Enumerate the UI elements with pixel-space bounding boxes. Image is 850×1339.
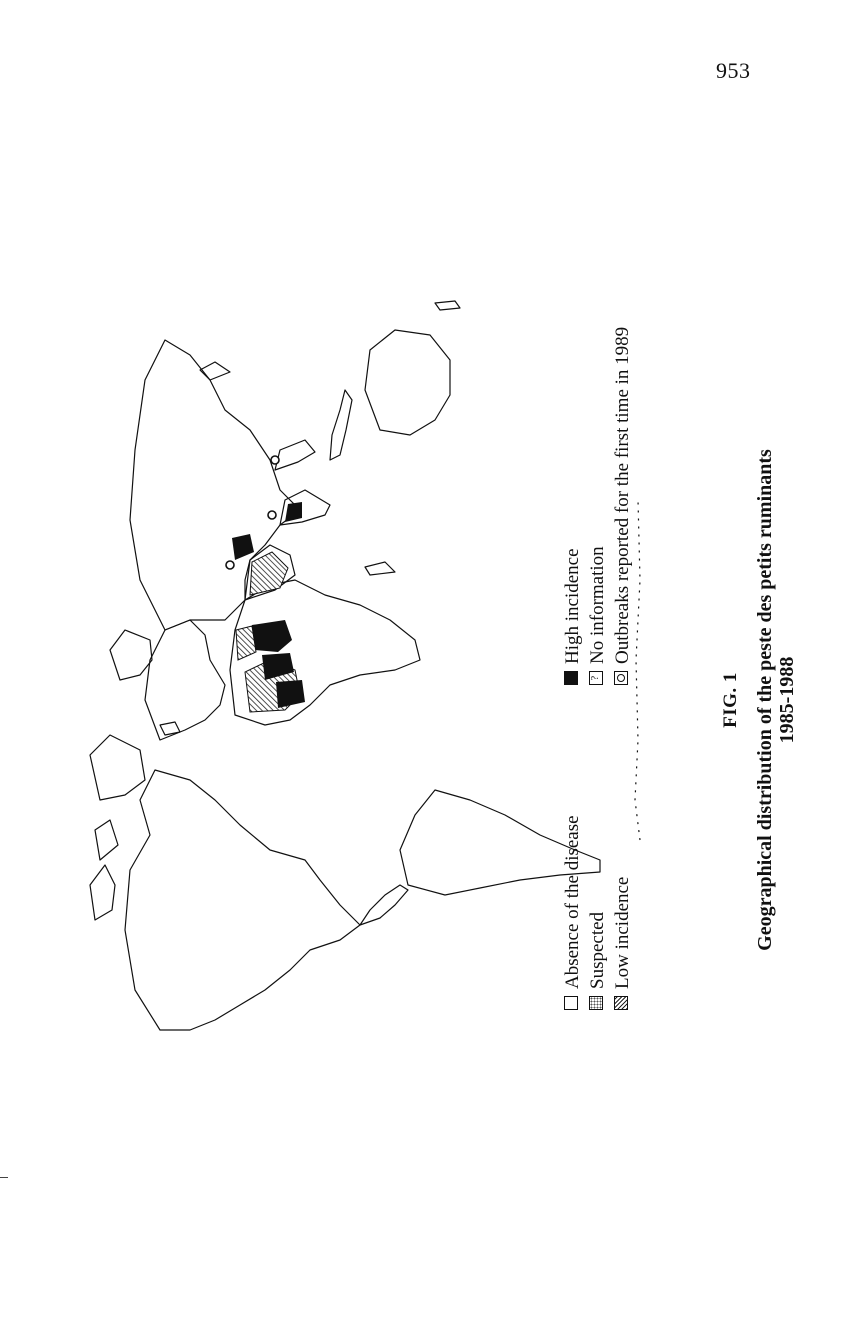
figure-title-line-1: Geographical distribution of the peste des petits ruminants <box>754 449 776 951</box>
outbreak-marker <box>271 456 279 464</box>
high-incidence-swatch <box>564 671 578 685</box>
legend-suspected <box>585 815 610 1010</box>
europe <box>145 620 225 740</box>
map-legend <box>560 300 680 1100</box>
low-incidence-swatch <box>614 996 628 1010</box>
figure-title-line-2: 1985-1988 <box>776 656 798 744</box>
arctic-islands <box>90 820 118 920</box>
no-info-swatch: ? <box>589 671 603 685</box>
legend-no-info <box>585 325 610 685</box>
outbreak-circle-icon <box>614 671 628 685</box>
greenland <box>90 735 145 800</box>
indonesia <box>330 390 352 460</box>
suspected-swatch <box>589 996 603 1010</box>
arabia-low <box>250 552 288 595</box>
figure-caption <box>720 300 798 1100</box>
legend-outbreaks <box>610 325 635 685</box>
scandinavia <box>110 630 152 680</box>
page-number: 953 <box>716 58 751 83</box>
legend-high-label: High incidence <box>562 548 583 664</box>
legend-low-label: Low incidence <box>612 876 633 989</box>
figure-label: FIG. 1 <box>720 672 741 728</box>
legend-suspected-label: Suspected <box>587 911 608 989</box>
legend-column-right <box>560 325 635 685</box>
north-america <box>125 770 360 1030</box>
margin-mark <box>0 1177 8 1178</box>
southeast-asia <box>275 440 315 470</box>
sahel-low <box>236 626 256 660</box>
legend-column-left <box>560 815 635 1010</box>
outbreak-marker <box>226 561 234 569</box>
madagascar <box>365 562 395 575</box>
legend-no-info-label: No information <box>587 546 608 664</box>
legend-absence-label: Absence of the disease <box>562 815 583 989</box>
outbreak-marker <box>268 511 276 519</box>
australia <box>365 330 450 435</box>
new-zealand <box>435 301 460 310</box>
japan <box>200 362 230 380</box>
india-high <box>285 502 302 522</box>
central-america <box>360 885 408 925</box>
legend-absence <box>560 815 585 1010</box>
absence-swatch <box>564 996 578 1010</box>
sahel-high <box>252 620 292 652</box>
near-east-high <box>232 534 254 560</box>
british-isles <box>160 722 180 735</box>
legend-outbreaks-label: Outbreaks reported for the first time in 1989 <box>612 326 633 664</box>
rotated-figure <box>40 300 840 1100</box>
legend-low <box>610 815 635 1010</box>
legend-high <box>560 325 585 685</box>
